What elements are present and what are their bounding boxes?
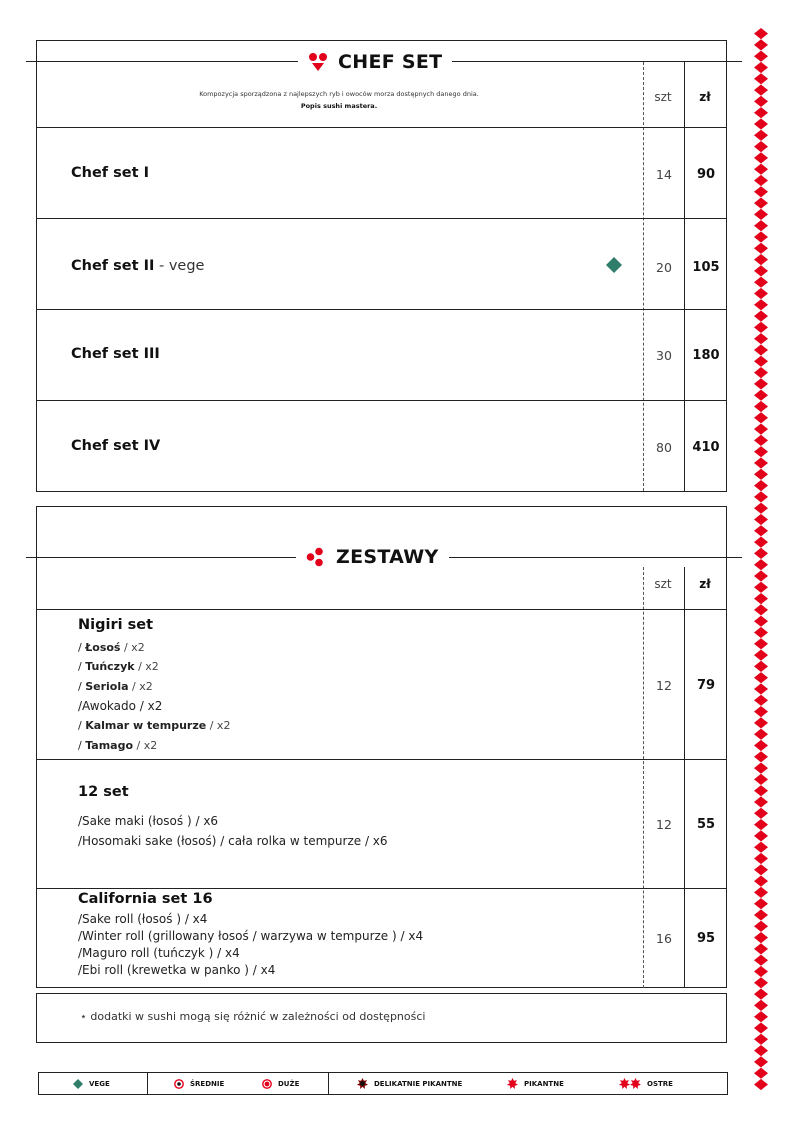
chef-set-item-qty: 14 xyxy=(656,167,672,182)
zestawy-heading xyxy=(296,544,449,570)
set-line: / Łosoś / x2 xyxy=(78,641,145,654)
red-diamond-icon xyxy=(754,130,768,141)
zestawy-qty-divider xyxy=(643,567,644,988)
red-diamond-icon xyxy=(754,277,768,288)
red-diamond-icon xyxy=(754,1011,768,1022)
red-diamond-icon xyxy=(754,333,768,344)
red-diamond-icon xyxy=(754,774,768,785)
red-diamond-icon xyxy=(754,152,768,163)
set-line: / Tamago / x2 xyxy=(78,739,158,752)
set-price: 79 xyxy=(696,678,716,693)
red-diamond-icon xyxy=(754,1000,768,1011)
red-diamond-icon xyxy=(754,344,768,355)
red-diamond-icon xyxy=(754,164,768,175)
red-diamond-icon xyxy=(754,695,768,706)
red-diamond-icon xyxy=(754,616,768,627)
chef-row-divider xyxy=(37,218,727,219)
set-price: 95 xyxy=(696,931,716,946)
legend-label: PIKANTNE xyxy=(524,1079,564,1088)
legend-item-medium xyxy=(148,1073,238,1094)
red-diamond-icon xyxy=(754,322,768,333)
red-diamond-icon xyxy=(754,864,768,875)
red-diamond-icon xyxy=(754,1045,768,1056)
zestawy-col-price: zł xyxy=(699,577,711,591)
vege-diamond-icon xyxy=(606,257,622,273)
spicy-icon xyxy=(507,1078,518,1089)
red-diamond-icon xyxy=(754,96,768,107)
heart-dots-logo-icon xyxy=(308,52,328,72)
legend-item-mild-spicy xyxy=(329,1073,479,1094)
set-qty: 12 xyxy=(656,817,672,832)
red-diamond-icon xyxy=(754,921,768,932)
chef-set-item-name: Chef set IV xyxy=(71,438,161,454)
red-diamond-icon xyxy=(754,650,768,661)
legend-label: DELIKATNIE PIKANTNE xyxy=(374,1079,463,1088)
red-diamond-icon xyxy=(754,819,768,830)
zestawy-col-qty: szt xyxy=(654,577,672,591)
chef-set-item-name: Chef set III xyxy=(71,346,160,362)
red-diamond-icon xyxy=(754,570,768,581)
legend-item-spicy xyxy=(479,1073,579,1094)
red-diamond-icon xyxy=(754,661,768,672)
chef-row-divider xyxy=(37,127,727,128)
chef-row-divider xyxy=(37,400,727,401)
red-diamond-icon xyxy=(754,853,768,864)
red-diamond-icon xyxy=(754,480,768,491)
diamond-border-decoration xyxy=(752,28,772,1098)
red-diamond-icon xyxy=(754,887,768,898)
red-diamond-icon xyxy=(754,220,768,231)
medium-roll-icon xyxy=(174,1079,184,1089)
zestawy-title: ZESTAWY xyxy=(336,546,439,568)
legend-label: DUŻE xyxy=(278,1079,300,1088)
red-diamond-icon xyxy=(754,706,768,717)
red-diamond-icon xyxy=(754,28,768,39)
red-diamond-icon xyxy=(754,1079,768,1090)
chef-set-title: CHEF SET xyxy=(338,51,443,73)
set-line: /Winter roll (grillowany łosoś / warzywa w tempurze ) / x4 xyxy=(78,929,424,943)
chef-set-subtitle-line: Kompozycja sporządzona z najlepszych ryb i owoców morza dostępnych danego dnia. xyxy=(199,90,479,98)
red-diamond-icon xyxy=(754,955,768,966)
chef-set-item-name: Chef set I xyxy=(71,165,149,181)
legend-label: VEGE xyxy=(89,1079,110,1088)
set-line: /Ebi roll (krewetka w panko ) / x4 xyxy=(78,963,276,977)
chef-col-qty: szt xyxy=(654,90,672,104)
chef-set-item-price: 180 xyxy=(692,348,720,363)
red-diamond-icon xyxy=(754,751,768,762)
mild-spicy-icon xyxy=(357,1078,368,1089)
legend-item-vege xyxy=(39,1073,147,1094)
red-diamond-icon xyxy=(754,424,768,435)
red-diamond-icon xyxy=(754,548,768,559)
red-diamond-icon xyxy=(754,51,768,62)
chef-set-item-price: 105 xyxy=(692,260,720,275)
red-diamond-icon xyxy=(754,796,768,807)
set-qty: 12 xyxy=(656,678,672,693)
red-diamond-icon xyxy=(754,717,768,728)
chef-set-subtitle-bold: Popis sushi mastera. xyxy=(300,102,378,110)
red-diamond-icon xyxy=(754,243,768,254)
chef-set-heading xyxy=(298,49,452,75)
red-diamond-icon xyxy=(754,141,768,152)
set-title: California set 16 xyxy=(78,891,213,907)
red-diamond-icon xyxy=(754,785,768,796)
red-diamond-icon xyxy=(754,627,768,638)
chef-row-divider xyxy=(37,309,727,310)
red-diamond-icon xyxy=(754,311,768,322)
red-diamond-icon xyxy=(754,876,768,887)
red-diamond-icon xyxy=(754,469,768,480)
large-roll-icon xyxy=(262,1079,272,1089)
chef-set-item-qty: 20 xyxy=(656,260,672,275)
red-diamond-icon xyxy=(754,175,768,186)
dots-logo-icon xyxy=(306,547,326,567)
red-diamond-icon xyxy=(754,62,768,73)
hot-icon xyxy=(619,1078,641,1089)
red-diamond-icon xyxy=(754,537,768,548)
red-diamond-icon xyxy=(754,808,768,819)
red-diamond-icon xyxy=(754,390,768,401)
red-diamond-icon xyxy=(754,1068,768,1079)
red-diamond-icon xyxy=(754,367,768,378)
red-diamond-icon xyxy=(754,457,768,468)
red-diamond-icon xyxy=(754,1022,768,1033)
red-diamond-icon xyxy=(754,412,768,423)
red-diamond-icon xyxy=(754,85,768,96)
red-diamond-icon xyxy=(754,638,768,649)
red-diamond-icon xyxy=(754,198,768,209)
zestawy-price-divider xyxy=(684,567,685,988)
red-diamond-icon xyxy=(754,672,768,683)
red-diamond-icon xyxy=(754,503,768,514)
red-diamond-icon xyxy=(754,118,768,129)
set-line: / Seriola / x2 xyxy=(78,680,153,693)
red-diamond-icon xyxy=(754,231,768,242)
red-diamond-icon xyxy=(754,763,768,774)
chef-set-item-price: 90 xyxy=(696,167,716,182)
red-diamond-icon xyxy=(754,1056,768,1067)
red-diamond-icon xyxy=(754,842,768,853)
red-diamond-icon xyxy=(754,966,768,977)
chef-set-item-price: 410 xyxy=(692,440,720,455)
red-diamond-icon xyxy=(754,932,768,943)
red-diamond-icon xyxy=(754,604,768,615)
set-line: / Tuńczyk / x2 xyxy=(78,660,159,673)
chef-set-item-qty: 80 xyxy=(656,440,672,455)
chef-set-item-name: Chef set II - vege xyxy=(71,258,205,274)
red-diamond-icon xyxy=(754,107,768,118)
red-diamond-icon xyxy=(754,525,768,536)
set-line: /Hosomaki sake (łosoś) / cała rolka w tempurze / x6 xyxy=(78,834,388,848)
red-diamond-icon xyxy=(754,559,768,570)
red-diamond-icon xyxy=(754,356,768,367)
legend xyxy=(38,1072,728,1095)
red-diamond-icon xyxy=(754,683,768,694)
zestawy-row-divider xyxy=(37,888,727,889)
red-diamond-icon xyxy=(754,254,768,265)
red-diamond-icon xyxy=(754,209,768,220)
red-diamond-icon xyxy=(754,989,768,1000)
red-diamond-icon xyxy=(754,898,768,909)
red-diamond-icon xyxy=(754,740,768,751)
set-price: 55 xyxy=(696,817,716,832)
red-diamond-icon xyxy=(754,977,768,988)
set-title: 12 set xyxy=(78,784,129,800)
legend-label: OSTRE xyxy=(647,1079,673,1088)
legend-item-large xyxy=(238,1073,328,1094)
legend-item-hot xyxy=(579,1073,679,1094)
red-diamond-icon xyxy=(754,186,768,197)
red-diamond-icon xyxy=(754,401,768,412)
red-diamond-icon xyxy=(754,909,768,920)
vege-diamond-icon xyxy=(73,1079,83,1089)
red-diamond-icon xyxy=(754,729,768,740)
red-diamond-icon xyxy=(754,593,768,604)
set-qty: 16 xyxy=(656,931,672,946)
red-diamond-icon xyxy=(754,73,768,84)
zestawy-row-divider xyxy=(37,759,727,760)
set-line: /Sake roll (łosoś ) / x4 xyxy=(78,912,208,926)
set-line: /Sake maki (łosoś ) / x6 xyxy=(78,814,219,828)
zestawy-row-divider xyxy=(37,609,727,610)
footnote-text: ⋆ dodatki w sushi mogą się różnić w zależności od dostępności xyxy=(80,1010,426,1023)
red-diamond-icon xyxy=(754,378,768,389)
chef-set-item-qty: 30 xyxy=(656,348,672,363)
set-line: /Maguro roll (tuńczyk ) / x4 xyxy=(78,946,240,960)
legend-label: ŚREDNIE xyxy=(190,1079,225,1088)
red-diamond-icon xyxy=(754,514,768,525)
set-line: /Awokado / x2 xyxy=(78,699,163,713)
set-line: / Kalmar w tempurze / x2 xyxy=(78,719,231,732)
set-title: Nigiri set xyxy=(78,617,154,633)
red-diamond-icon xyxy=(754,582,768,593)
red-diamond-icon xyxy=(754,265,768,276)
red-diamond-icon xyxy=(754,288,768,299)
red-diamond-icon xyxy=(754,943,768,954)
red-diamond-icon xyxy=(754,1034,768,1045)
red-diamond-icon xyxy=(754,830,768,841)
chef-col-price: zł xyxy=(699,90,711,104)
red-diamond-icon xyxy=(754,491,768,502)
red-diamond-icon xyxy=(754,435,768,446)
red-diamond-icon xyxy=(754,39,768,50)
red-diamond-icon xyxy=(754,446,768,457)
chef-set-subtitle xyxy=(36,88,642,112)
red-diamond-icon xyxy=(754,299,768,310)
